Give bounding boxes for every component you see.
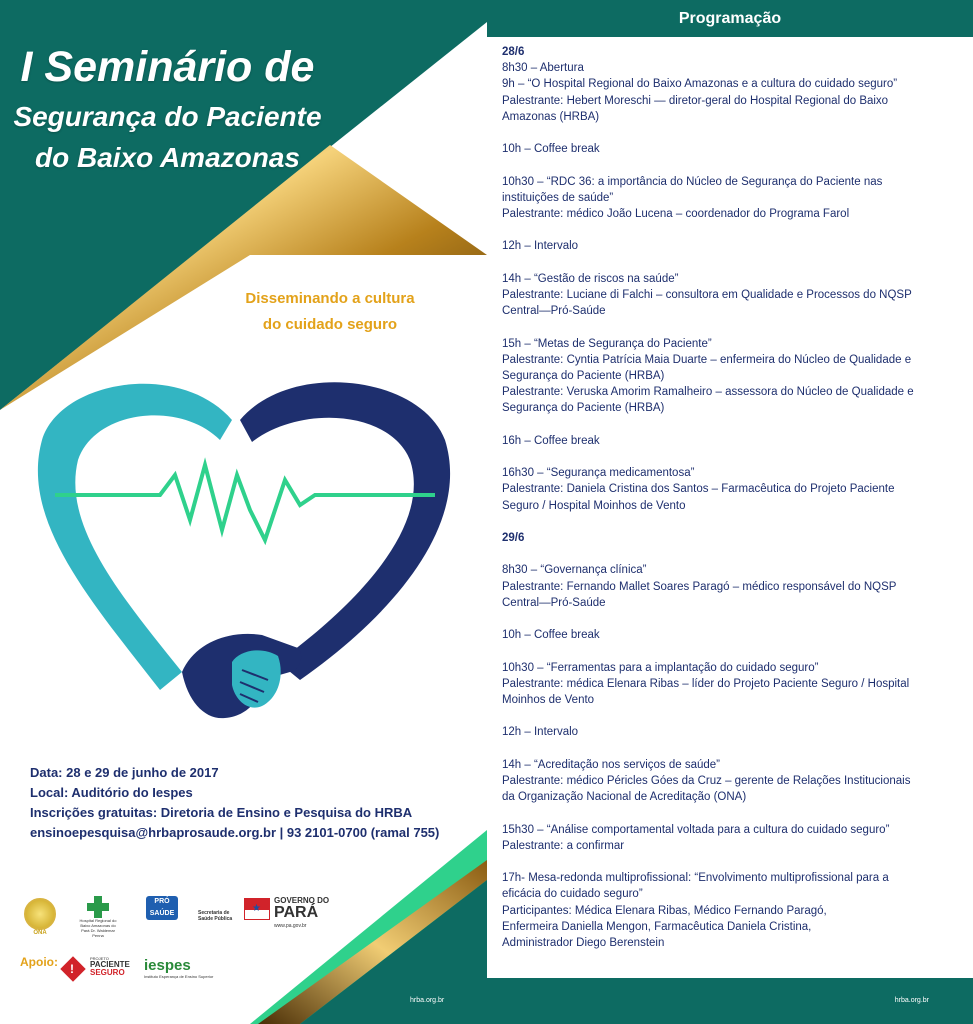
schedule-line: 8h30 – Abertura [502, 62, 584, 75]
schedule-item [502, 271, 958, 320]
governo-para-logo: ★ GOVERNO DO PARÁ www.pa.gov.br [244, 896, 339, 936]
event-location: Local: Auditório do Iespes [30, 785, 193, 800]
schedule-item [502, 757, 958, 806]
ona-seal-icon [24, 898, 56, 930]
schedule-line: Administrador Diego Berenstein [502, 936, 665, 949]
event-date: Data: 28 e 29 de junho de 2017 [30, 765, 219, 780]
schedule-line: Moinhos de Vento [502, 693, 595, 706]
schedule-line: Palestrante: médico João Lucena – coordenador do Programa Farol [502, 208, 850, 220]
schedule-line: 14h – “Gestão de riscos na saúde” [502, 272, 679, 285]
schedule-line: 15h – “Metas de Segurança do Paciente” [502, 337, 712, 350]
paciente-seguro-logo: ! PROJETO PACIENTE SEGURO [64, 956, 130, 984]
schedule-line: 8h30 – “Governança clínica” [502, 564, 647, 577]
footer-url-left: hrba.org.br [410, 997, 445, 1004]
schedule-line: Participantes: Médica Elenara Ribas, Médico Fernando Paragó, [502, 904, 827, 917]
heartbeat-line [55, 465, 435, 540]
schedule-line: Amazonas (HRBA) [502, 110, 600, 123]
event-contact: ensinoepesquisa@hrbaprosaude.org.br | 93 2101-0700 (ramal 755) [30, 825, 440, 840]
schedule-line: Palestrante: a confirmar [502, 839, 625, 852]
schedule-line: Palestrante: Veruska Amorim Ramalheiro – assessora do Núcleo de Qualidade e [502, 386, 914, 399]
title-line-3: do Baixo Amazonas [34, 142, 300, 173]
heart-right-arm [240, 382, 450, 680]
schedule-item [502, 627, 958, 643]
heart-handshake-illustration [0, 380, 487, 730]
schedule-item [502, 433, 958, 449]
heart-left-arm [38, 384, 232, 690]
schedule-item [502, 336, 958, 417]
schedule-item [502, 562, 958, 611]
hrba-emblem-icon [87, 896, 109, 918]
schedule-line: Enfermeira Daniella Mengon, Farmacêutica Daniela Cristina, [502, 920, 812, 933]
handshake-cyan-hand [232, 650, 281, 707]
schedule-line: Central—Pró-Saúde [502, 596, 606, 609]
title-line-2: Segurança do Paciente [13, 101, 322, 132]
schedule-line: 17h- Mesa-redonda multiprofissional: “Envolvimento multiprofissional para a [502, 872, 889, 885]
schedule-line: 14h – “Acreditação nos serviços de saúde” [502, 758, 720, 771]
event-info [30, 763, 470, 843]
tagline-line-2: do cuidado seguro [262, 316, 398, 333]
schedule-item [502, 724, 958, 740]
pro-saude-logo: PRÓ SAÚDE [142, 896, 182, 920]
sponsor-logos [0, 890, 487, 990]
schedule-line: Seguro / Hospital Moinhos de Vento [502, 499, 686, 512]
right-footer-band [487, 978, 973, 1024]
schedule-item [502, 141, 958, 157]
day-2-label: 29/6 [502, 531, 525, 544]
schedule-line: eficácia do cuidado seguro” [502, 888, 643, 901]
schedule-line: 16h30 – “Segurança medicamentosa” [502, 467, 695, 480]
day-2-sessions [502, 562, 958, 951]
secretaria-logo: Secretaria de Saúde Pública [198, 910, 233, 922]
schedule-line: 12h – Intervalo [502, 240, 579, 253]
tagline-line-1: Disseminando a cultura [245, 290, 415, 307]
programacao-heading: Programação [487, 0, 973, 37]
title-line-1: I Seminário de [20, 43, 315, 91]
schedule-line: Palestrante: Fernando Mallet Soares Paragó – médico responsável do NQSP [502, 580, 897, 593]
schedule-item [502, 60, 958, 125]
day-1-label: 28/6 [502, 46, 525, 58]
schedule-line: Segurança do Paciente (HRBA) [502, 369, 665, 382]
schedule-line: 10h30 – “Ferramentas para a implantação do cuidado seguro” [502, 661, 819, 674]
schedule [502, 44, 958, 967]
schedule-line: 10h – Coffee break [502, 629, 600, 642]
schedule-line: Palestrante: Cyntia Patrícia Maia Duarte – enfermeira do Núcleo de Qualidade e [502, 353, 912, 366]
schedule-line: Palestrante: Luciane di Falchi – consultora em Qualidade e Processos do NQSP [502, 288, 912, 301]
para-flag-icon: ★ [244, 898, 270, 920]
schedule-line: Palestrante: médica Elenara Ribas – líder do Projeto Paciente Seguro / Hospital [502, 677, 910, 690]
schedule-line: Segurança do Paciente (HRBA) [502, 402, 665, 415]
schedule-line: Palestrante: médico Péricles Góes da Cruz – gerente de Relações Institucionais [502, 774, 911, 787]
schedule-line: 15h30 – “Análise comportamental voltada para a cultura do cuidado seguro” [502, 823, 890, 836]
schedule-item [502, 238, 958, 254]
schedule-item [502, 822, 958, 854]
schedule-item [502, 465, 958, 514]
iespes-logo: iespes Instituto Esperança de Ensino Superior [144, 957, 214, 979]
schedule-line: 12h – Intervalo [502, 726, 579, 739]
exclamation-icon: ! [70, 962, 74, 976]
schedule-line: 9h – “O Hospital Regional do Baixo Amazonas e a cultura do cuidado seguro” [502, 78, 898, 91]
schedule-item [502, 660, 958, 709]
schedule-line: 10h30 – “RDC 36: a importância do Núcleo de Segurança do Paciente nas [502, 175, 883, 188]
apoio-label: Apoio: [20, 955, 58, 969]
schedule-line: instituições de saúde” [502, 191, 614, 204]
schedule-line: Palestrante: Daniela Cristina dos Santos – Farmacêutica do Projeto Paciente [502, 483, 895, 496]
schedule-line: Central—Pró-Saúde [502, 305, 606, 318]
event-registration: Inscrições gratuitas: Diretoria de Ensino e Pesquisa do HRBA [30, 805, 413, 820]
schedule-line: 10h – Coffee break [502, 143, 600, 156]
hrba-logo: Hospital Regional do Baixo Amazonas do Pará Dr. Waldemar Penna [76, 896, 120, 938]
schedule-item [502, 174, 958, 223]
schedule-line: da Organização Nacional de Acreditação (ONA) [502, 791, 747, 804]
schedule-line: 16h – Coffee break [502, 434, 600, 447]
ona-logo: ONA [22, 898, 58, 937]
schedule-line: Palestrante: Hebert Moreschi — diretor-geral do Hospital Regional do Baixo [502, 94, 889, 107]
footer-url-right: hrba.org.br [894, 997, 929, 1004]
schedule-item [502, 870, 958, 951]
poster-right-panel [487, 0, 973, 1024]
day-1-sessions [502, 60, 958, 514]
